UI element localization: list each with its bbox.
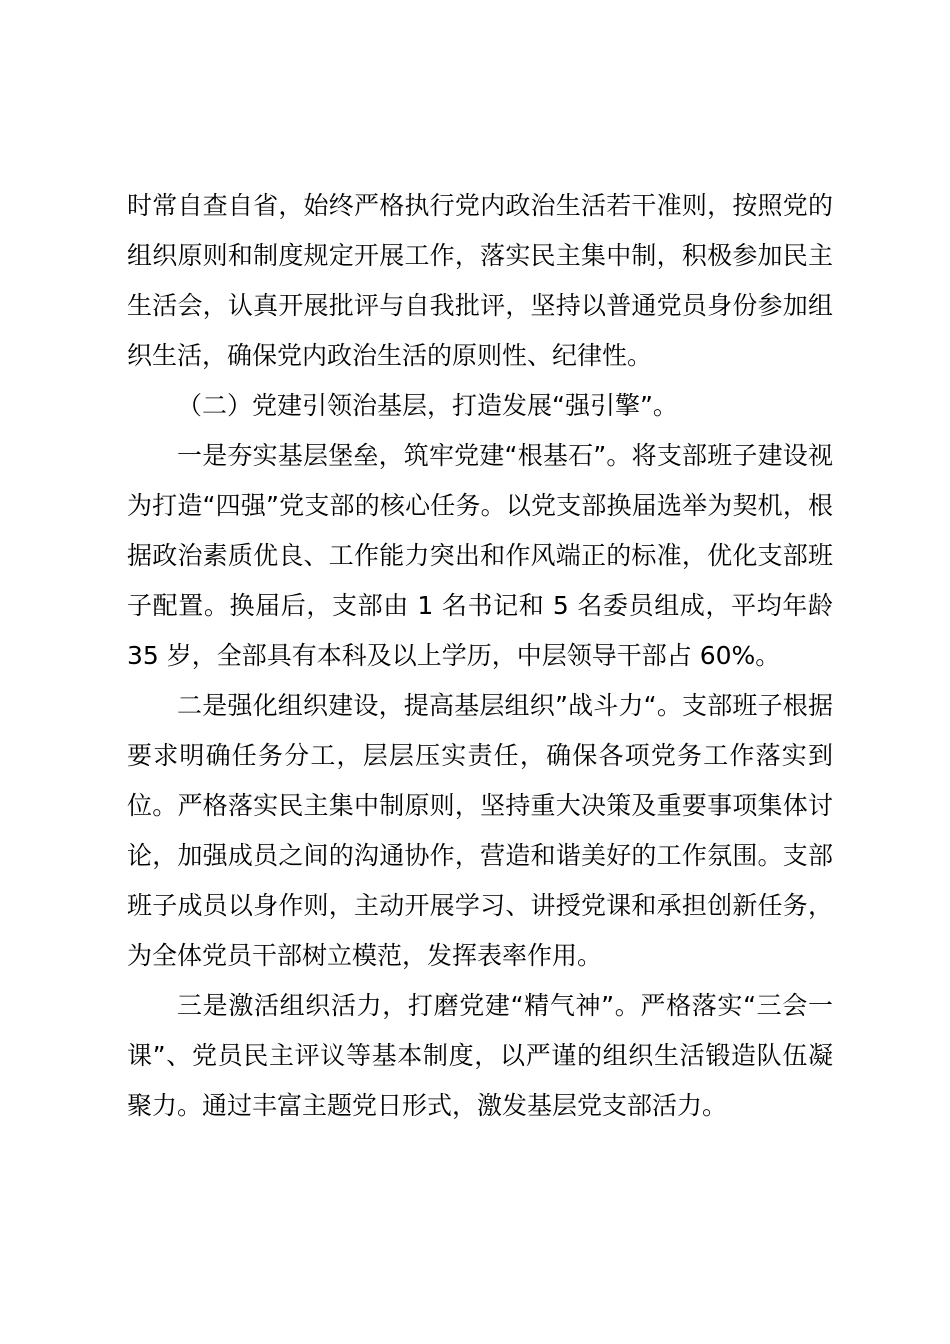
body-text bbox=[127, 181, 833, 1131]
paragraph-continuation: 时常自查自省，始终严格执行党内政治生活若干准则，按照党的组织原则和制度规定开展工作，落实民主集中制，积极参加民主生活会，认真开展批评与自我批评，坚持以普通党员身份参加组织生活，确保党内政治生活的原则性、纪律性。 bbox=[127, 191, 833, 370]
paragraph-organization-building: 二是强化组织建设，提高基层组织”战斗力“。支部班子根据要求明确任务分工，层层压实责任，确保各项党务工作落实到位。严格落实民主集中制原则，坚持重大决策及重要事项集体讨论，加强成员之间的沟通协作，营造和谐美好的工作氛围。支部班子成员以身作则，主动开展学习、讲授党课和承担创新任务，为全体党员干部树立模范，发挥表率作用。 bbox=[127, 691, 833, 970]
paragraph-organization-vitality: 三是激活组织活力，打磨党建“精气神”。严格落实“三会一课”、党员民主评议等基本制度，以严谨的组织生活锻造队伍凝聚力。通过丰富主题党日形式，激发基层党支部活力。 bbox=[127, 991, 833, 1120]
paragraph-grassroots-fortress: 一是夯实基层堡垒，筑牢党建“根基石”。将支部班子建设视为打造“四强”党支部的核心任务。以党支部换届选举为契机，根据政治素质优良、工作能力突出和作风端正的标准，优化支部班子配置。换届后，支部由 1 名书记和 5 名委员组成，平均年龄 35 岁，全部具有本科及以上学历，中层领导干部占 60%。 bbox=[127, 441, 833, 670]
section-heading: （二）党建引领治基层，打造发展“强引擎”。 bbox=[177, 391, 678, 420]
